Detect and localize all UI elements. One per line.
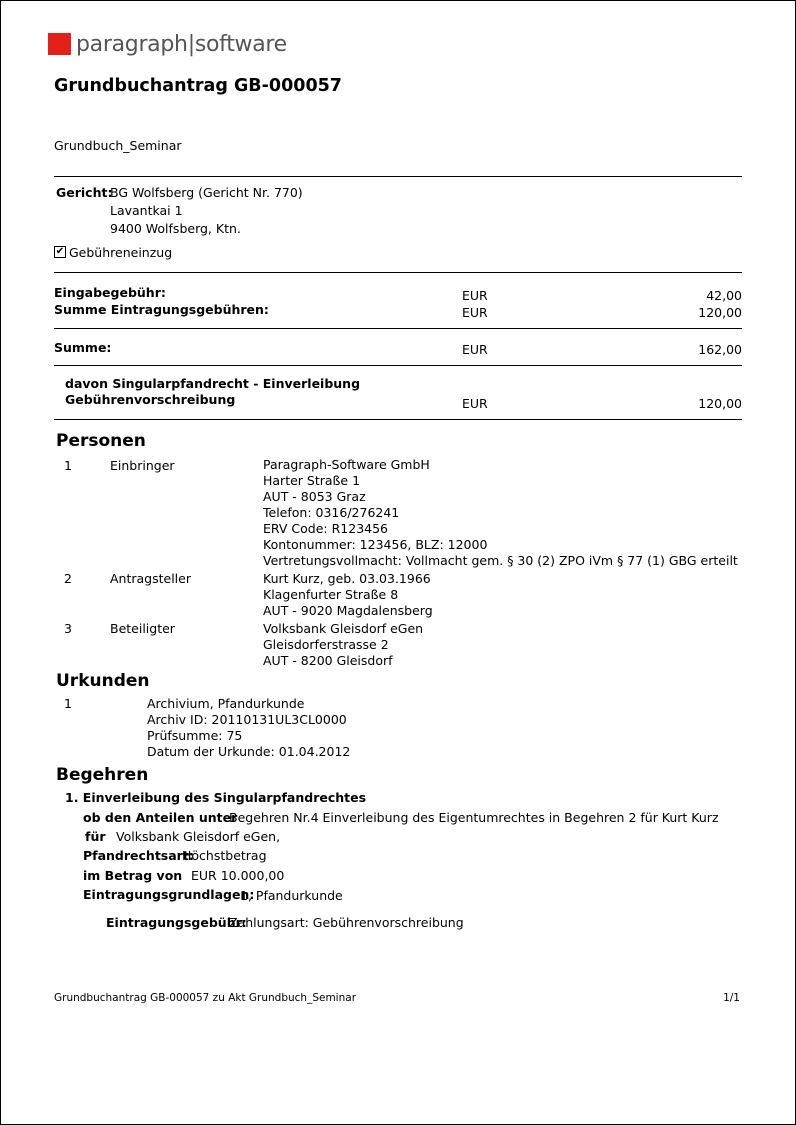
divider: [54, 272, 742, 273]
fuer-value: Volksbank Gleisdorf eGen,: [116, 829, 281, 844]
pfandrechtsart-label: Pfandrechtsart:: [83, 848, 194, 863]
grundlagen-label: Eintragungsgrundlagen:: [83, 887, 255, 902]
fuer-label: für: [85, 829, 106, 844]
logo: [76, 32, 287, 57]
person-line: AUT - 8053 Graz: [263, 489, 366, 504]
urkunde-line: Datum der Urkunde: 01.04.2012: [147, 744, 351, 759]
person-nr: 2: [64, 571, 72, 586]
person-line: ERV Code: R123456: [263, 521, 389, 536]
eintragungsgebuehr-label: Eintragungsgebühr:: [106, 915, 247, 930]
person-line: Gleisdorferstrasse 2: [263, 637, 389, 652]
fee-currency: EUR: [462, 288, 488, 303]
person-line: Volksbank Gleisdorf eGen: [263, 621, 424, 636]
fee-amount: 120,00: [698, 305, 742, 320]
person-line: Klagenfurter Straße 8: [263, 587, 399, 602]
person-line: Kontonummer: 123456, BLZ: 12000: [263, 537, 488, 552]
urkunde-line: Archiv ID: 20110131UL3CL0000: [147, 712, 347, 727]
davon-currency: EUR: [462, 396, 488, 411]
davon-line1: davon Singularpfandrecht - Einverleibung: [65, 376, 361, 391]
person-line: AUT - 9020 Magdalensberg: [263, 603, 433, 618]
divider: [54, 176, 742, 177]
person-line: Telefon: 0316/276241: [263, 505, 400, 520]
logo-text-left: paragraph: [76, 32, 188, 57]
logo-text-right: software: [194, 32, 287, 57]
person-role: Beteiligter: [110, 621, 175, 636]
betrag-value: EUR 10.000,00: [191, 868, 285, 883]
person-line: Vertretungsvollmacht: Vollmacht gem. § 30 (2) ZPO iVm § 77 (1) GBG erteilt: [263, 553, 738, 568]
footer-text: Grundbuchantrag GB-000057 zu Akt Grundbuch_Seminar: [54, 992, 357, 1004]
person-role: Einbringer: [110, 458, 175, 473]
summe-label: Summe:: [54, 340, 112, 355]
logo-square-icon: [48, 33, 71, 55]
summe-amount: 162,00: [698, 342, 742, 357]
urkunde-line: Archivium, Pfandurkunde: [147, 696, 305, 711]
document-title: Grundbuchantrag GB-000057: [54, 76, 342, 96]
person-line: Harter Straße 1: [263, 473, 361, 488]
divider: [54, 419, 742, 420]
person-line: Paragraph-Software GmbH: [263, 457, 430, 472]
urkunde-line: Prüfsumme: 75: [147, 728, 243, 743]
gebuehreneinzug-checkbox[interactable]: ✔: [55, 246, 65, 257]
fee-label: Eingabegebühr:: [54, 285, 166, 300]
eintragungsgebuehr-value: Zahlungsart: Gebührenvorschreibung: [229, 915, 464, 930]
betrag-label: im Betrag von: [83, 868, 183, 883]
personen-heading: Personen: [56, 431, 146, 451]
logo-separator: |: [187, 32, 195, 57]
akt-name: Grundbuch_Seminar: [54, 138, 182, 153]
person-nr: 3: [64, 621, 72, 636]
person-line: AUT - 8200 Gleisdorf: [263, 653, 393, 668]
urkunde-nr: 1: [64, 696, 72, 711]
fee-currency: EUR: [462, 305, 488, 320]
pfandrechtsart-value: Höchstbetrag: [182, 848, 267, 863]
divider: [54, 328, 742, 329]
gebuehreneinzug-label: Gebühreneinzug: [69, 245, 173, 260]
davon-line2: Gebührenvorschreibung: [65, 392, 236, 407]
gericht-city: 9400 Wolfsberg, Ktn.: [110, 221, 241, 236]
begehren-heading: Begehren: [56, 765, 149, 785]
davon-amount: 120,00: [698, 396, 742, 411]
summe-currency: EUR: [462, 342, 488, 357]
fee-label: Summe Eintragungsgebühren:: [54, 302, 269, 317]
begehren-item-title: 1. Einverleibung des Singularpfandrechtes: [65, 790, 367, 805]
grundlagen-value: 1, Pfandurkunde: [240, 888, 343, 903]
gericht-label: Gericht:: [56, 185, 113, 200]
anteile-value: Begehren Nr.4 Einverleibung des Eigentumrechtes in Begehren 2 für Kurt Kurz: [229, 810, 719, 825]
gericht-name: BG Wolfsberg (Gericht Nr. 770): [110, 185, 303, 200]
anteile-label: ob den Anteilen unter: [83, 810, 238, 825]
fee-amount: 42,00: [706, 288, 742, 303]
person-role: Antragsteller: [110, 571, 191, 586]
urkunden-heading: Urkunden: [56, 671, 150, 691]
person-line: Kurt Kurz, geb. 03.03.1966: [263, 571, 431, 586]
person-nr: 1: [64, 458, 72, 473]
gericht-street: Lavantkai 1: [110, 203, 183, 218]
divider: [54, 365, 742, 366]
page-number: 1/1: [723, 992, 740, 1004]
